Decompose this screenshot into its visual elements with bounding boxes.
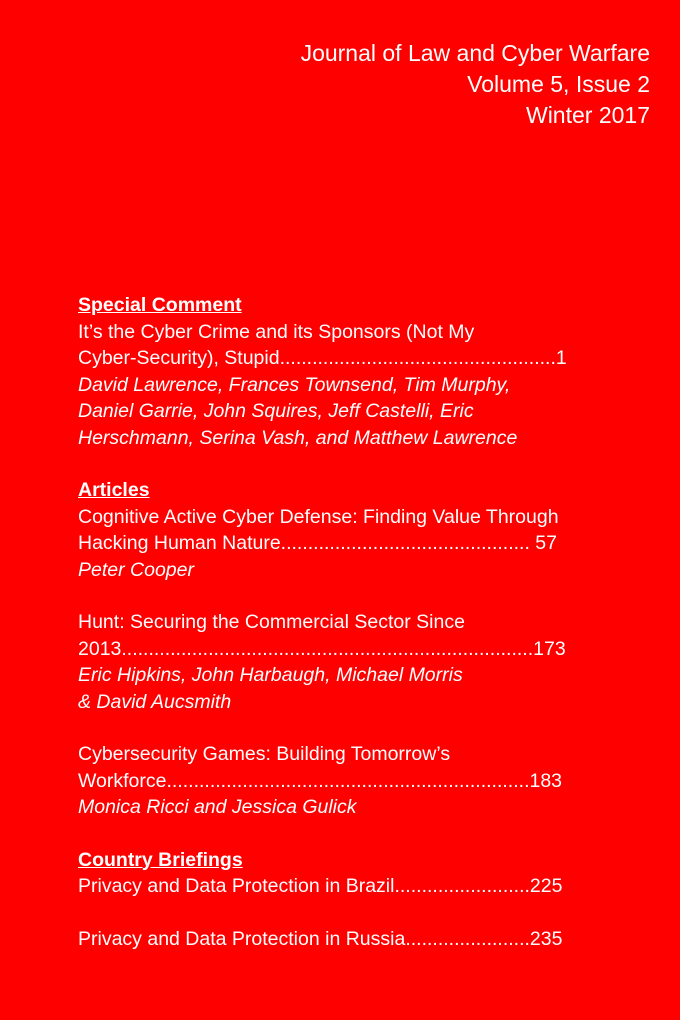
- toc-entry-authors: Eric Hipkins, John Harbaugh, Michael Morris: [78, 664, 463, 686]
- toc-entry-title: Hunt: Securing the Commercial Sector Since: [78, 611, 465, 633]
- toc-entry-authors: David Lawrence, Frances Townsend, Tim Murphy,: [78, 373, 511, 396]
- toc-entry-authors: Daniel Garrie, John Squires, Jeff Castelli, Eric: [78, 400, 474, 422]
- section-title-special-comment: Special Comment: [78, 294, 242, 316]
- toc-entry-title: Cybersecurity Games: Building Tomorrow’s: [78, 743, 451, 765]
- toc-entry-title: Hacking Human Nature.............................................. 57: [78, 532, 557, 554]
- toc-entry-title: 2013............................................................................173: [78, 637, 566, 660]
- journal-header: [301, 38, 650, 131]
- toc-entry-title: Privacy and Data Protection in Brazil.........................225: [78, 875, 563, 897]
- toc-entry-title: It’s the Cyber Crime and its Sponsors (Not My: [78, 320, 475, 343]
- toc-entry-authors: Peter Cooper: [78, 558, 194, 581]
- toc-entry-authors: & David Aucsmith: [78, 690, 232, 713]
- toc-entry-authors: Herschmann, Serina Vash, and Matthew Lawrence: [78, 426, 518, 449]
- journal-season: Winter 2017: [525, 102, 650, 128]
- toc-entry-authors: Monica Ricci and Jessica Gulick: [78, 796, 357, 818]
- table-of-contents: [78, 292, 626, 952]
- toc-entry-title: Privacy and Data Protection in Russia.......................235: [78, 927, 563, 950]
- toc-entry-title: Cognitive Active Cyber Defense: Finding Value Through: [78, 505, 559, 528]
- journal-volume: Volume 5, Issue 2: [467, 71, 650, 97]
- journal-title: Journal of Law and Cyber Warfare: [300, 40, 650, 66]
- toc-entry-title: Workforce...................................................................183: [78, 769, 563, 792]
- toc-entry-title: Cyber-Security), Stupid...................................................1: [78, 347, 567, 369]
- section-title-country-briefings: Country Briefings: [78, 848, 243, 871]
- section-title-articles: Articles: [78, 479, 150, 501]
